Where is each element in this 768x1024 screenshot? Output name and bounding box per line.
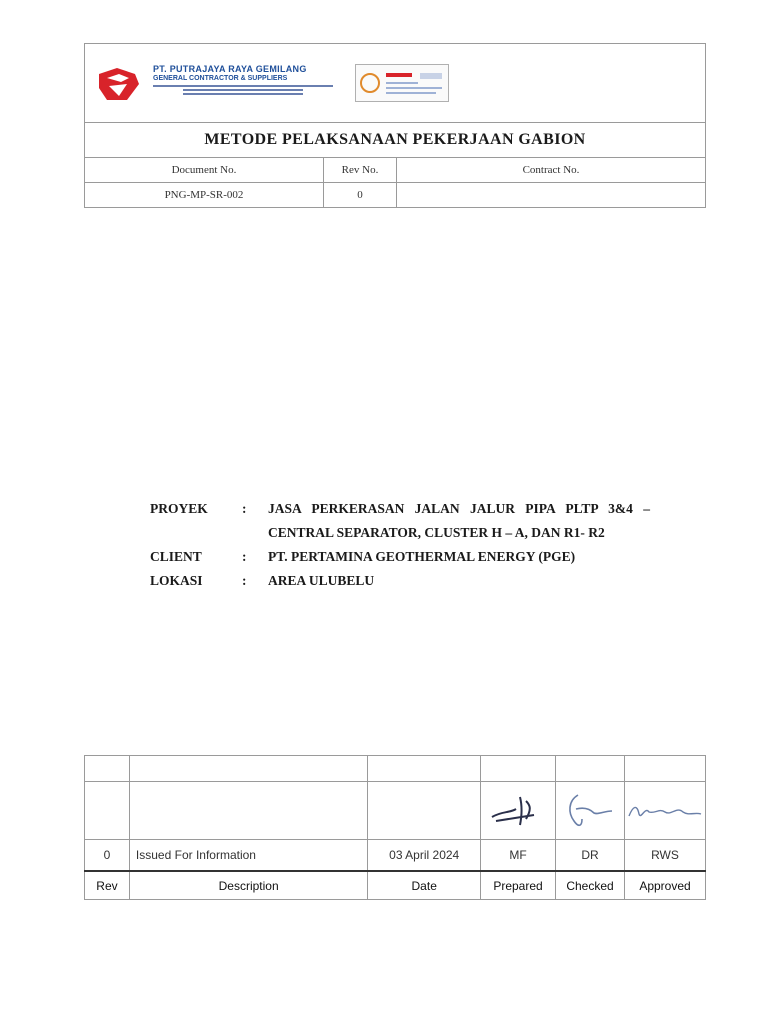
location-row	[150, 569, 650, 593]
description-header: Description	[129, 871, 367, 900]
date-value: 03 April 2024	[368, 840, 481, 872]
project-colon: :	[242, 501, 247, 516]
revision-table	[84, 755, 706, 900]
signature-approved-icon	[625, 794, 705, 828]
signature-row	[85, 782, 706, 840]
client-value: PT. PERTAMINA GEOTHERMAL ENERGY (PGE)	[268, 549, 576, 564]
prepared-signature	[481, 782, 556, 840]
document-title: METODE PELAKSANAAN PEKERJAAN GABION	[85, 123, 705, 158]
table-header-row	[85, 871, 706, 900]
rev-no-value: 0	[324, 183, 397, 208]
project-label: PROYEK	[150, 501, 208, 516]
contract-no-header: Contract No.	[397, 158, 706, 183]
checked-signature	[556, 782, 625, 840]
date-header: Date	[368, 871, 481, 900]
location-colon: :	[242, 573, 247, 588]
table-row	[85, 840, 706, 872]
checked-value: DR	[556, 840, 625, 872]
description-value: Issued For Information	[129, 840, 367, 872]
contract-no-value	[397, 183, 706, 208]
location-label: LOKASI	[150, 573, 203, 588]
revision-table-container	[84, 755, 706, 900]
rev-value: 0	[85, 840, 130, 872]
doc-no-header: Document No.	[171, 164, 237, 176]
logo-row	[85, 44, 705, 123]
signature-prepared-icon	[486, 791, 550, 831]
company-logo-icon	[97, 66, 141, 102]
location-value: AREA ULUBELU	[268, 573, 375, 588]
project-row	[150, 497, 650, 545]
approved-value: RWS	[625, 840, 706, 872]
company-name: PT. PUTRAJAYA RAYA GEMILANG	[153, 64, 307, 74]
company-address-lines	[153, 85, 343, 95]
document-info-table	[85, 158, 705, 207]
prepared-header: Prepared	[481, 871, 556, 900]
client-label: CLIENT	[150, 549, 202, 564]
partner-emblem-icon	[360, 73, 380, 93]
client-colon: :	[242, 549, 247, 564]
client-row	[150, 545, 650, 569]
document-header	[84, 43, 706, 208]
project-info	[150, 497, 650, 593]
rev-no-header: Rev No.	[324, 158, 397, 183]
approved-signature	[625, 782, 706, 840]
company-text	[153, 64, 343, 97]
prepared-value: MF	[481, 840, 556, 872]
approved-header: Approved	[625, 871, 706, 900]
project-value: JASA PERKERASAN JALAN JALUR PIPA PLTP 3&4 – CENTRAL SEPARATOR, CLUSTER H – A, DAN R1- R2	[268, 501, 650, 540]
table-row	[85, 756, 706, 782]
rev-header: Rev	[85, 871, 130, 900]
checked-header: Checked	[556, 871, 625, 900]
signature-checked-icon	[560, 787, 620, 835]
company-subtitle: GENERAL CONTRACTOR & SUPPLIERS	[153, 75, 288, 82]
partner-logo	[355, 64, 449, 102]
doc-no-value: PNG-MP-SR-002	[85, 183, 324, 208]
